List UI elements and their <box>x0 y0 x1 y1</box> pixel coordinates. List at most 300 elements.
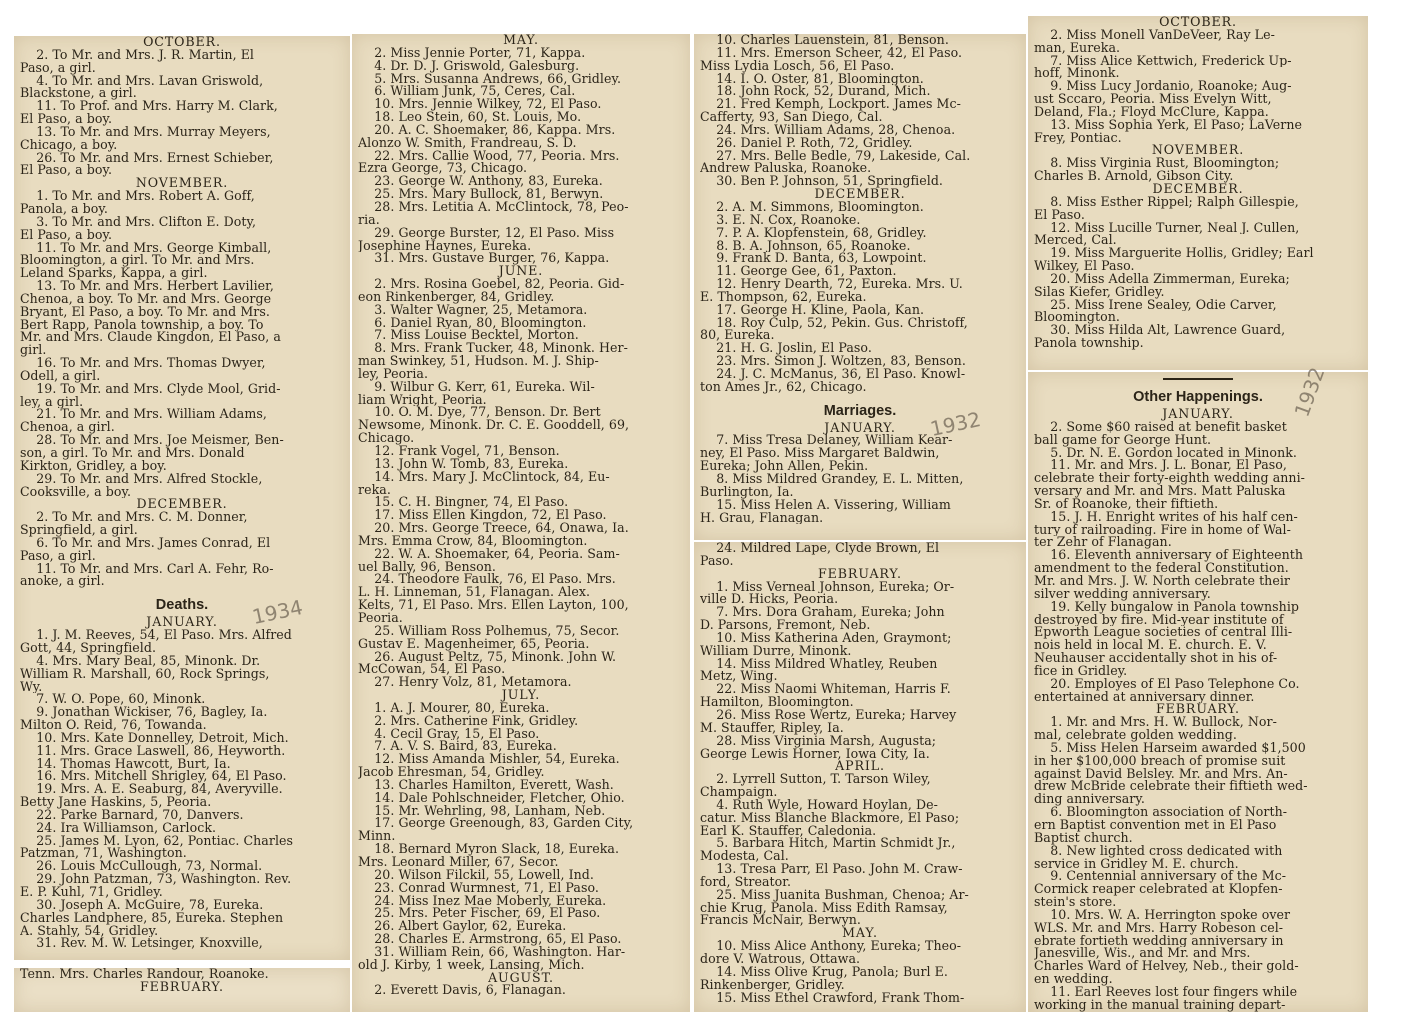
entry-line: 7. Miss Tresa Delaney, William Kear- <box>700 434 953 448</box>
entry-line: Mrs. Emma Crow, 84, Bloomington. <box>358 534 588 548</box>
entry-line: Paso, a girl. <box>20 549 96 563</box>
entry-line: 28. To Mr. and Mrs. Joe Meismer, Ben- <box>20 434 284 447</box>
entry-line: 21. H. G. Joslin, El Paso. <box>700 342 872 356</box>
entry-line: ding anniversary. <box>1034 793 1145 807</box>
entry-line: 16. Eleventh anniversary of Eighteenth <box>1034 549 1304 563</box>
entry-line: 19. To Mr. and Mrs. Clyde Mool, Grid- <box>20 382 281 396</box>
entry-line: ney, El Paso. Miss Margaret Baldwin, <box>700 447 940 461</box>
month-heading: MAY. <box>503 34 539 47</box>
entry-line: versary and Mr. and Mrs. Matt Paluska <box>1034 485 1286 498</box>
entry-line: 25. Miss Irene Sealey, Odie Carver, <box>1034 298 1277 312</box>
entry-line: 14. Miss Mildred Whatley, Reuben <box>700 657 938 671</box>
entry-line: Minn. <box>358 830 396 844</box>
entry-line: 9. Jonathan Wickiser, 76, Bagley, Ia. <box>20 706 268 720</box>
entry-line: 15. C. H. Bingner, 74, El Paso. <box>358 496 569 510</box>
heading-rule <box>1163 378 1233 380</box>
entry-line: Merced, Cal. <box>1034 234 1117 248</box>
entry-line: Chicago. <box>358 432 415 445</box>
entry-line: 1. Miss Verneal Johnson, Eureka; Or- <box>700 580 955 594</box>
entry-line: 80, Eureka. <box>700 329 775 343</box>
entry-line: 6. To Mr. and Mrs. James Conrad, El <box>20 536 271 550</box>
entry-line: 21. To Mr. and Mrs. William Adams, <box>20 408 267 422</box>
entry-line: chie Krug, Panola. Miss Edith Ramsay, <box>700 901 948 915</box>
entry-line: 10. Miss Katherina Aden, Graymont; <box>700 631 952 645</box>
entry-line: 24. Ira Williamson, Carlock. <box>20 821 217 835</box>
entry-line: Mr. and Mrs. Claude Kingdon, El Paso, a <box>20 331 281 345</box>
entry-line: 14. Thomas Hawcott, Burt, Ia. <box>20 757 231 771</box>
entry-line: mal, celebrate golden wedding. <box>1034 729 1237 742</box>
entry-line: H. Grau, Flanagan. <box>700 511 824 525</box>
entry-line: 14. Dale Pohlschneider, Fletcher, Ohio. <box>358 791 625 805</box>
entry-line: Earl K. Stauffer, Caledonia. <box>700 824 877 838</box>
entry-line: 9. Wilbur G. Kerr, 61, Eureka. Wil- <box>358 380 595 394</box>
entry-line: 31. Rev. M. W. Letsinger, Knoxville, <box>20 937 263 951</box>
entry-line: 25. Mrs. Mary Bullock, 81, Berwyn. <box>358 188 604 201</box>
entry-line: Burlington, Ia. <box>700 485 794 499</box>
entry-line: Deland, Fla.; Floyd McClure, Kappa. <box>1034 105 1269 119</box>
entry-line: Charles Landphere, 85, Eureka. Stephen <box>20 911 284 925</box>
entry-line: 14. Miss Olive Krug, Panola; Burl E. <box>700 965 948 979</box>
marriages-late-column <box>1028 16 1368 370</box>
entry-line: 4. To Mr. and Mrs. Lavan Griswold, <box>20 74 264 88</box>
entry-line: 29. John Patzman, 73, Washington. Rev. <box>20 873 292 886</box>
entry-line: 26. Albert Gaylor, 62, Eureka. <box>358 920 567 934</box>
entry-line: drew McBride celebrate their fiftieth wed- <box>1034 780 1308 794</box>
entry-line: 26. August Peltz, 75, Minonk. John W. <box>358 650 617 664</box>
entry-line: 3. Walter Wagner, 25, Metamora. <box>358 303 588 317</box>
entry-line: liam Wright, Peoria. <box>358 393 487 407</box>
entry-line: 1. A. J. Mourer, 80, Eureka. <box>358 701 550 715</box>
entry-line: Janesville, Wis., and Mr. and Mrs. <box>1034 947 1251 961</box>
entry-line: 9. Frank D. Banta, 63, Lowpoint. <box>700 252 927 266</box>
entry-line: 16. Mrs. Mitchell Shrigley, 64, El Paso. <box>20 770 287 784</box>
month-heading: FEBRUARY. <box>818 567 902 581</box>
month-heading: MAY. <box>842 927 878 941</box>
entry-line: 7. A. V. S. Baird, 83, Eureka. <box>358 740 557 754</box>
entry-line: 3. E. N. Cox, Roanoke. <box>700 213 861 227</box>
entry-line: 6. William Junk, 75, Ceres, Cal. <box>358 85 576 99</box>
entry-line: anoke, a girl. <box>20 575 105 589</box>
entry-line: Springfield, a girl. <box>20 524 138 537</box>
entry-line: tury of railroading. Fire in home of Wal- <box>1034 523 1291 537</box>
entry-line: Ezra George, 73, Chicago. <box>358 162 528 176</box>
entry-line: Eureka; John Allen, Pekin. <box>700 460 869 473</box>
entry-line: 11. George Gee, 61, Paxton. <box>700 265 897 279</box>
entry-line: Paso, a girl. <box>20 61 96 75</box>
entry-line: 22. W. A. Shoemaker, 64, Peoria. Sam- <box>358 547 620 561</box>
entry-line: ley, a girl. <box>20 395 84 409</box>
entry-line: 1. To Mr. and Mrs. Robert A. Goff, <box>20 190 255 203</box>
entry-line: 28. Miss Virginia Marsh, Augusta; <box>700 734 937 748</box>
entry-line: eon Rinkenberger, 84, Gridley. <box>358 290 555 304</box>
entry-line: ust Sccaro, Peoria. Miss Evelyn Witt, <box>1034 93 1272 106</box>
entry-line: ford, Streator. <box>700 875 792 889</box>
entry-line: 6. Bloomington association of North- <box>1034 806 1288 819</box>
entry-line: McCowan, 54, El Paso. <box>358 663 506 677</box>
entry-line: Josephine Haynes, Eureka. <box>358 239 532 253</box>
entry-line: 8. Mrs. Frank Tucker, 48, Minonk. Her- <box>358 342 628 356</box>
entry-line: 11. To Prof. and Mrs. Harry M. Clark, <box>20 100 278 114</box>
month-heading: DECEMBER. <box>1152 182 1244 196</box>
entry-line: 11. To Mr. and Mrs. Carl A. Fehr, Ro- <box>20 562 274 576</box>
entry-line: celebrate their forty-eighth wedding anni- <box>1034 472 1305 486</box>
entry-line: 10. O. M. Dye, 77, Benson. Dr. Bert <box>358 406 601 420</box>
entry-line: 8. Miss Virginia Rust, Bloomington; <box>1034 157 1280 171</box>
entry-line: 21. Fred Kemph, Lockport. James Mc- <box>700 98 961 112</box>
entry-line: Cooksville, a boy. <box>20 485 132 499</box>
deaths-marriages-column <box>694 34 1026 540</box>
entry-line: 1. Mr. and Mrs. H. W. Bullock, Nor- <box>1034 716 1277 730</box>
entry-line: 28. Mrs. Letitia A. McClintock, 78, Peo- <box>358 200 629 214</box>
entry-line: 10. Mrs. Jennie Wilkey, 72, El Paso. <box>358 98 602 112</box>
entry-line: ball game for George Hunt. <box>1034 433 1212 447</box>
entry-line: 11. Earl Reeves lost four fingers while <box>1034 985 1298 999</box>
entry-line: Tenn. Mrs. Charles Randour, Roanoke. <box>20 968 269 981</box>
entry-line: 2. To Mr. and Mrs. C. M. Donner, <box>20 511 248 525</box>
entry-line: 13. Charles Hamilton, Everett, Wash. <box>358 778 614 792</box>
deaths-column <box>352 34 690 1012</box>
entry-line: Charles Ward of Helvey, Neb., their gold- <box>1034 960 1299 974</box>
entry-line: Kelts, 71, El Paso. Mrs. Ellen Layton, 100, <box>358 599 629 612</box>
entry-line: 19. Mrs. A. E. Seaburg, 84, Averyville. <box>20 783 283 797</box>
entry-line: 4. Mrs. Mary Beal, 85, Minonk. Dr. <box>20 654 261 668</box>
entry-line: 15. Mr. Wehrling, 98, Lanham, Neb. <box>358 804 606 818</box>
entry-line: Alonzo W. Smith, Frandreau, S. D. <box>358 136 577 150</box>
entry-line: 20. Employes of El Paso Telephone Co. <box>1034 677 1300 691</box>
handwritten-year-deaths: 1934 <box>250 594 305 630</box>
entry-line: amendment to the federal Constitution. <box>1034 562 1289 575</box>
entry-line: man, Eureka. <box>1034 41 1121 55</box>
entry-line: fice in Gridley. <box>1034 664 1128 678</box>
entry-line: ter Zehr of Flanagan. <box>1034 536 1172 550</box>
entry-line: service in Gridley M. E. church. <box>1034 857 1239 871</box>
entry-line: Chenoa, a girl. <box>20 421 115 435</box>
entry-line: 20. Wilson Filckil, 55, Lowell, Ind. <box>358 868 594 882</box>
entry-line: stein's store. <box>1034 896 1117 909</box>
entry-line: 10. Charles Lauenstein, 81, Benson. <box>700 34 949 47</box>
entry-line: 13. To Mr. and Mrs. Herbert Lavilier, <box>20 280 274 293</box>
entry-line: Cormick reaper celebrated at Klopfen- <box>1034 883 1283 897</box>
month-heading: OCTOBER. <box>1159 16 1237 29</box>
entry-line: 24. J. C. McManus, 36, El Paso. Knowl- <box>700 367 966 381</box>
entry-line: 30. Ben P. Johnson, 51, Springfield. <box>700 175 943 189</box>
entry-line: nois held in local M. E. church. E. V. <box>1034 639 1267 653</box>
entry-line: 25. James M. Lyon, 62, Pontiac. Charles <box>20 834 294 848</box>
entry-line: D. Parsons, Fremont, Neb. <box>700 619 871 632</box>
entry-line: 2. A. M. Simmons, Bloomington. <box>700 200 924 214</box>
entry-line: 1. J. M. Reeves, 54, El Paso. Mrs. Alfred <box>20 629 292 642</box>
entry-line: ern Baptist convention met in El Paso <box>1034 819 1277 832</box>
entry-line: 31. Mrs. Gustave Burger, 76, Kappa. <box>358 252 610 266</box>
entry-line: Peoria. <box>358 611 403 625</box>
entry-line: 15. J. H. Enright writes of his half cen- <box>1034 510 1298 524</box>
entry-line: 18. Leo Stein, 60, St. Louis, Mo. <box>358 111 582 124</box>
month-heading: JUNE. <box>498 265 544 279</box>
entry-line: 26. Louis McCullough, 73, Normal. <box>20 860 263 874</box>
month-heading: NOVEMBER. <box>1151 144 1245 158</box>
entry-line: 22. Mrs. Callie Wood, 77, Peoria. Mrs. <box>358 149 620 163</box>
entry-line: catur. Miss Blanche Blackmore, El Paso; <box>700 811 960 825</box>
entry-line: William Durre, Minonk. <box>700 644 852 658</box>
entry-line: 11. Mrs. Emerson Scheer, 42, El Paso. <box>700 46 963 60</box>
entry-line: E. P. Kuhl, 71, Gridley. <box>20 886 163 899</box>
entry-line: 8. New lighted cross dedicated with <box>1034 844 1283 858</box>
entry-line: 10. Miss Alice Anthony, Eureka; Theo- <box>700 940 962 953</box>
entry-line: 7. Miss Alice Kettwich, Frederick Up- <box>1034 54 1292 68</box>
entry-line: El Paso, a boy. <box>20 228 113 242</box>
month-heading: JANUARY. <box>824 421 896 435</box>
entry-line: 12. Henry Dearth, 72, Eureka. Mrs. U. <box>700 278 963 291</box>
entry-line: 13. Miss Sophia Yerk, El Paso; LaVerne <box>1034 118 1303 132</box>
entry-line: old J. Kirby, 1 week, Lansing, Mich. <box>358 958 585 972</box>
entry-line: 26. Daniel P. Roth, 72, Gridley. <box>700 136 913 150</box>
entry-line: ria. <box>358 213 380 227</box>
entry-line: uel Bally, 96, Benson. <box>358 560 496 574</box>
entry-line: A. Stahly, 54, Gridley. <box>20 924 159 938</box>
entry-line: 17. George H. Kline, Paola, Kan. <box>700 303 925 317</box>
entry-line: dore V. Watrous, Ottawa. <box>700 953 861 966</box>
entry-line: 11. Mr. and Mrs. J. L. Bonar, El Paso, <box>1034 459 1287 473</box>
entry-line: El Paso. <box>1034 208 1085 222</box>
month-heading: FEBRUARY. <box>1156 703 1240 717</box>
entry-line: E. Thompson, 62, Eureka. <box>700 290 867 304</box>
section-heading: Other Happenings. <box>1133 389 1263 405</box>
entry-line: Leland Sparks, Kappa, a girl. <box>20 267 208 281</box>
entry-line: en wedding. <box>1034 973 1113 986</box>
entry-line: 29. To Mr. and Mrs. Alfred Stockle, <box>20 472 263 486</box>
month-heading: AUGUST. <box>488 971 554 985</box>
entry-line: 18. Roy Culp, 52, Pekin. Gus. Christoff, <box>700 316 968 330</box>
entry-line: Baptist church. <box>1034 831 1133 845</box>
entry-line: 24. Theodore Faulk, 76, El Paso. Mrs. <box>358 573 616 587</box>
entry-line: Panola, a boy. <box>20 202 108 216</box>
entry-line: Wilkey, El Paso. <box>1034 260 1135 273</box>
entry-line: 26. To Mr. and Mrs. Ernest Schieber, <box>20 151 274 165</box>
entry-line: Odell, a girl. <box>20 369 101 383</box>
deaths-continued-strip <box>14 968 350 1012</box>
entry-line: 22. Parke Barnard, 70, Danvers. <box>20 808 244 822</box>
entry-line: girl. <box>20 344 47 358</box>
entry-line: 2. Everett Davis, 6, Flanagan. <box>358 984 566 998</box>
entry-line: Gott, 44, Springfield. <box>20 641 157 655</box>
entry-line: Milton O. Reid, 76, Towanda. <box>20 719 207 732</box>
entry-line: 25. Miss Juanita Bushman, Chenoa; Ar- <box>700 888 969 902</box>
entry-line: 11. To Mr. and Mrs. George Kimball, <box>20 241 272 255</box>
entry-line: destroyed by fire. Mid-year institute of <box>1034 613 1284 627</box>
entry-line: hoff, Minonk. <box>1034 67 1120 81</box>
entry-line: Gustav E. Magenheimer, 65, Peoria. <box>358 637 590 651</box>
entry-line: 9. Centennial anniversary of the Mc- <box>1034 870 1287 884</box>
entry-line: 17. Miss Ellen Kingdon, 72, El Paso. <box>358 509 607 523</box>
entry-line: Silas Kiefer, Gridley. <box>1034 285 1165 299</box>
entry-line: Rinkenberger, Gridley. <box>700 978 845 992</box>
entry-line: 5. Mrs. Susanna Andrews, 66, Gridley. <box>358 72 622 86</box>
handwritten-year-marriages: 1932 <box>928 406 983 442</box>
entry-line: 2. Mrs. Catherine Fink, Gridley. <box>358 714 579 728</box>
entry-line: 13. John W. Tomb, 83, Eureka. <box>358 457 569 471</box>
entry-line: 15. Miss Helen A. Vissering, William <box>700 498 951 512</box>
entry-line: 25. Mrs. Peter Fischer, 69, El Paso. <box>358 907 601 921</box>
entry-line: Francis McNair, Berwyn. <box>700 914 861 928</box>
entry-line: Neuhauser accidentally shot in his of- <box>1034 652 1278 665</box>
entry-line: 5. Miss Helen Harseim awarded $1,500 <box>1034 741 1306 755</box>
entry-line: working in the manual training depart- <box>1034 998 1286 1012</box>
entry-line: 2. Miss Monell VanDeVeer, Ray Le- <box>1034 28 1275 42</box>
entry-line: against David Belsley. Mr. and Mrs. An- <box>1034 767 1288 781</box>
entry-line: 13. To Mr. and Mrs. Murray Meyers, <box>20 125 271 139</box>
entry-line: 7. Miss Louise Becktel, Morton. <box>358 329 579 343</box>
entry-line: Mr. and Mrs. J. W. North celebrate their <box>1034 574 1290 588</box>
entry-line: 12. Miss Lucille Turner, Neal J. Cullen, <box>1034 221 1300 235</box>
entry-line: in her $100,000 breach of promise suit <box>1034 754 1286 768</box>
entry-line: Newsome, Minonk. Dr. C. E. Gooddell, 69, <box>358 419 630 433</box>
entry-line: 23. Mrs. Simon J. Woltzen, 83, Benson. <box>700 355 966 368</box>
entry-line: 30. Joseph A. McGuire, 78, Eureka. <box>20 898 264 912</box>
entry-line: Wy. <box>20 680 43 694</box>
entry-line: William R. Marshall, 60, Rock Springs, <box>20 667 270 681</box>
entry-line: 24. Mildred Lape, Clyde Brown, El <box>700 542 940 555</box>
entry-line: Bloomington, a girl. To Mr. and Mrs. <box>20 254 255 268</box>
entry-line: son, a girl. To Mr. and Mrs. Donald <box>20 447 245 460</box>
entry-line: ville D. Hicks, Peoria. <box>700 593 839 607</box>
entry-line: 5. Dr. N. E. Gordon located in Minonk. <box>1034 446 1297 460</box>
month-heading: JANUARY. <box>1162 408 1234 421</box>
entry-line: 2. Miss Jennie Porter, 71, Kappa. <box>358 46 586 60</box>
entry-line: Bert Rapp, Panola township, a boy. To <box>20 318 264 332</box>
births-deaths-column <box>14 36 350 960</box>
entry-line: Epworth League societies of central Illi- <box>1034 626 1293 640</box>
entry-line: man Swinkey, 51, Hudson. M. J. Ship- <box>358 355 599 368</box>
entry-line: Blackstone, a girl. <box>20 87 137 101</box>
entry-line: Metz, Wing. <box>700 670 778 684</box>
entry-line: Jacob Ehresman, 54, Gridley. <box>358 766 545 779</box>
entry-line: Andrew Paluska, Roanoke. <box>700 162 872 176</box>
entry-line: Patzman, 71, Washington. <box>20 847 187 861</box>
entry-line: 26. Miss Rose Wertz, Eureka; Harvey <box>700 708 957 722</box>
entry-line: Sr. of Roanoke, their fiftieth. <box>1034 497 1219 511</box>
entry-line: ton Ames Jr., 62, Chicago. <box>700 380 867 394</box>
entry-line: 2. To Mr. and Mrs. J. R. Martin, El <box>20 48 255 62</box>
section-heading: Marriages. <box>823 402 897 419</box>
entry-line: 27. Mrs. Belle Bedle, 79, Lakeside, Cal. <box>700 149 971 163</box>
entry-line: 4. Cecil Gray, 15, El Paso. <box>358 727 540 741</box>
entry-line: M. Stauffer, Ripley, Ia. <box>700 721 844 735</box>
entry-line: Paso. <box>700 554 734 568</box>
month-heading: APRIL. <box>835 760 885 774</box>
entry-line: ebrate fortieth wedding anniversary in <box>1034 934 1284 948</box>
entry-line: ley, Peoria. <box>358 367 429 381</box>
entry-line: 20. Miss Adella Zimmerman, Eureka; <box>1034 272 1290 286</box>
month-heading: FEBRUARY. <box>140 980 224 994</box>
entry-line: Kirkton, Gridley, a boy. <box>20 459 167 473</box>
entry-line: 8. B. A. Johnson, 65, Roanoke. <box>700 239 911 253</box>
entry-line: 12. Frank Vogel, 71, Benson. <box>358 445 560 458</box>
section-heading: Deaths. <box>155 597 209 614</box>
entry-line: 10. Mrs. Kate Donnelley, Detroit, Mich. <box>20 731 289 745</box>
entry-line: Cafferty, 93, San Diego, Cal. <box>700 111 883 124</box>
entry-line: 4. Ruth Wyle, Howard Hoylan, De- <box>700 798 938 812</box>
entry-line: Charles B. Arnold, Gibson City. <box>1034 170 1234 183</box>
other-happenings-column <box>1028 372 1368 1012</box>
entry-line: George Lewis Horner, Iowa City, Ia. <box>700 747 930 761</box>
entry-line: Hamilton, Bloomington. <box>700 696 854 709</box>
entry-line: 15. Miss Ethel Crawford, Frank Thom- <box>700 991 965 1005</box>
entry-line: 5. Barbara Hitch, Martin Schmidt Jr., <box>700 837 956 851</box>
month-heading: DECEMBER. <box>814 188 906 201</box>
entry-line: Champaign. <box>700 786 778 799</box>
entry-line: Panola township. <box>1034 337 1144 350</box>
entry-line: 18. John Rock, 52, Durand, Mich. <box>700 85 931 99</box>
entry-line: 2. Mrs. Rosina Goebel, 82, Peoria. Gid- <box>358 278 625 291</box>
entry-line: 22. Miss Naomi Whiteman, Harris F. <box>700 683 951 697</box>
entry-line: 7. P. A. Klopfenstein, 68, Gridley. <box>700 226 927 240</box>
entry-line: 16. To Mr. and Mrs. Thomas Dwyer, <box>20 357 266 370</box>
entry-line: 9. Miss Lucy Jordanio, Roanoke; Aug- <box>1034 80 1292 94</box>
month-heading: JANUARY. <box>146 616 218 630</box>
entry-line: El Paso, a boy. <box>20 164 113 178</box>
entry-line: Miss Lydia Losch, 56, El Paso. <box>700 59 895 73</box>
entry-line: 25. William Ross Polhemus, 75, Secor. <box>358 624 620 638</box>
entry-line: 14. Mrs. Mary J. McClintock, 84, Eu- <box>358 470 610 484</box>
entry-line: 6. Daniel Ryan, 80, Bloomington. <box>358 316 587 330</box>
entry-line: 27. Henry Volz, 81, Metamora. <box>358 676 572 690</box>
entry-line: 29. George Burster, 12, El Paso. Miss <box>358 226 615 240</box>
entry-line: 23. Conrad Wurmnest, 71, El Paso. <box>358 881 599 895</box>
entry-line: 18. Bernard Myron Slack, 18, Eureka. <box>358 843 620 856</box>
entry-line: 14. I. O. Oster, 81, Bloomington. <box>700 72 924 86</box>
entry-line: 28. Charles E. Armstrong, 65, El Paso. <box>358 933 622 946</box>
entry-line: Chicago, a boy. <box>20 138 118 152</box>
entry-line: entertained at anniversary dinner. <box>1034 690 1255 704</box>
entry-line: reka. <box>358 483 391 497</box>
entry-line: 2. Some $60 raised at benefit basket <box>1034 420 1287 434</box>
month-heading: JULY. <box>501 689 541 702</box>
entry-line: Bloomington. <box>1034 311 1120 325</box>
entry-line: 19. Miss Marguerite Hollis, Gridley; Earl <box>1034 247 1314 261</box>
entry-line: Chenoa, a boy. To Mr. and Mrs. George <box>20 292 272 306</box>
entry-line: silver wedding anniversary. <box>1034 587 1211 601</box>
entry-line: El Paso, a boy. <box>20 113 113 126</box>
entry-line: 19. Kelly bungalow in Panola township <box>1034 600 1300 614</box>
entry-line: L. H. Linneman, 51, Flanagan. Alex. <box>358 586 591 600</box>
entry-line: 12. Miss Amanda Mishler, 54, Eureka. <box>358 753 620 767</box>
entry-line: 23. George W. Anthony, 83, Eureka. <box>358 175 603 189</box>
entry-line: 8. Miss Esther Rippel; Ralph Gillespie, <box>1034 195 1299 209</box>
entry-line: 31. William Rein, 66, Washington. Har- <box>358 945 626 959</box>
entry-line: 24. Miss Inez Mae Moberly, Eureka. <box>358 894 607 908</box>
marriages-column <box>694 542 1026 1012</box>
entry-line: Bryant, El Paso, a boy. To Mr. and Mrs. <box>20 305 270 319</box>
entry-line: 13. Tresa Parr, El Paso. John M. Craw- <box>700 863 963 876</box>
entry-line: 8. Miss Mildred Grandey, E. L. Mitten, <box>700 473 964 486</box>
entry-line: Betty Jane Haskins, 5, Peoria. <box>20 796 212 809</box>
entry-line: WLS. Mr. and Mrs. Harry Robeson cel- <box>1034 921 1284 935</box>
entry-line: 24. Mrs. William Adams, 28, Chenoa. <box>700 123 956 137</box>
entry-line: Frey, Pontiac. <box>1034 131 1122 145</box>
month-heading: DECEMBER. <box>136 498 228 512</box>
entry-line: 17. George Greenough, 83, Garden City, <box>358 817 634 831</box>
entry-line: 20. A. C. Shoemaker, 86, Kappa. Mrs. <box>358 123 616 137</box>
handwritten-year-happenings: 1932 <box>1289 363 1330 421</box>
entry-line: 7. Mrs. Dora Graham, Eureka; John <box>700 606 945 620</box>
entry-line: 30. Miss Hilda Alt, Lawrence Guard, <box>1034 324 1286 338</box>
entry-line: 2. Lyrrell Sutton, T. Tarson Wiley, <box>700 773 931 787</box>
entry-line: 20. Mrs. George Treece, 64, Onawa, Ia. <box>358 522 629 535</box>
entry-line: 4. Dr. D. J. Griswold, Galesburg. <box>358 59 580 73</box>
entry-line: 3. To Mr. and Mrs. Clifton E. Doty, <box>20 215 257 229</box>
entry-line: Modesta, Cal. <box>700 850 789 864</box>
entry-line: 10. Mrs. W. A. Herrington spoke over <box>1034 908 1291 922</box>
